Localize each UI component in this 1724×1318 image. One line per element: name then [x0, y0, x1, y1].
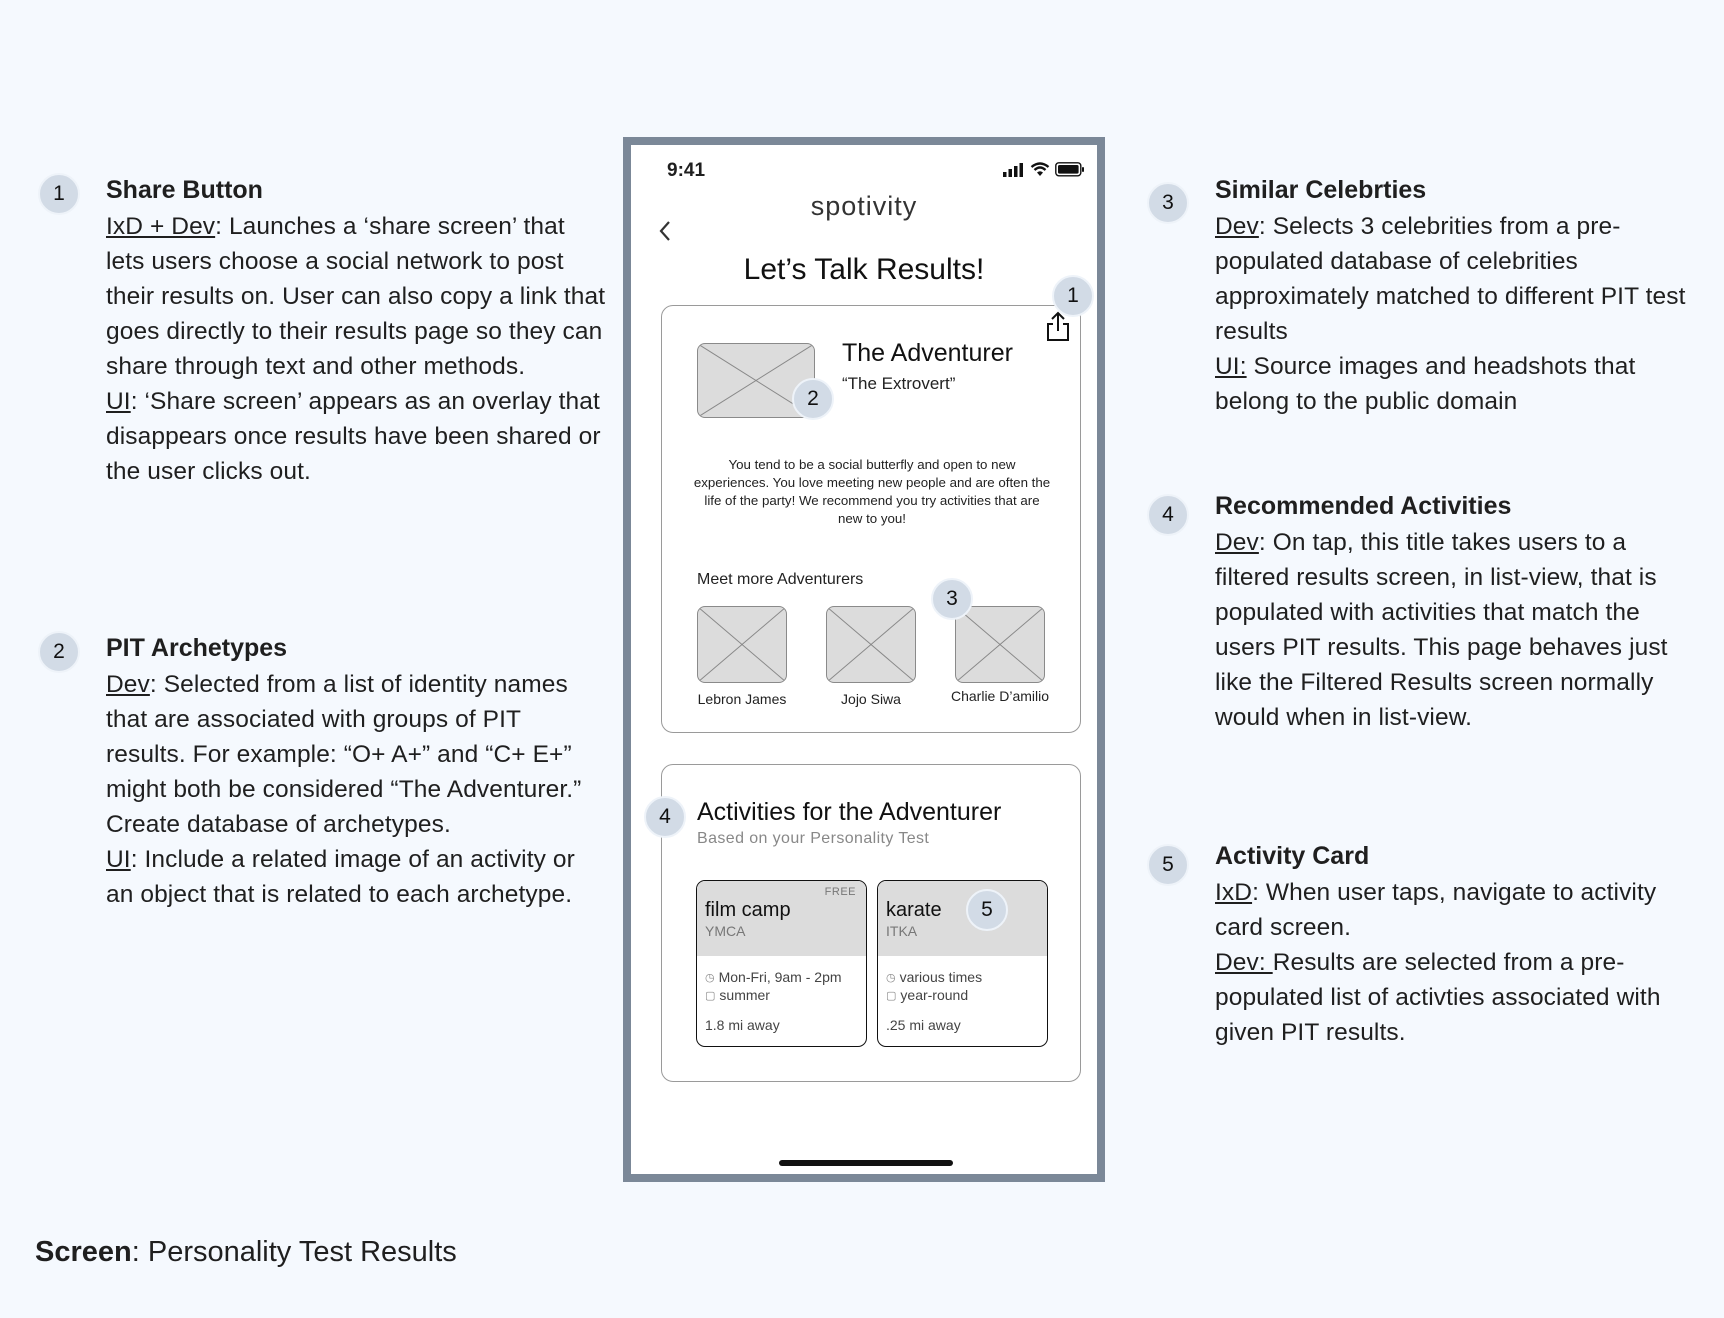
annotation-body: IxD: When user taps, navigate to activity card screen. Dev: Results are selected from a pre-populated list of activties associated with given PIT results. — [1215, 879, 1661, 1046]
archetype-description: You tend to be a social butterfly and open to new experiences. You love meeting new people and are often the life of the party! We recommend you try activities that are new to you! — [693, 457, 1051, 526]
clock-icon: ◷ — [886, 971, 896, 984]
callout-badge: 2 — [792, 378, 834, 420]
annotation-body: Dev: Selected from a list of identity names that are associated with groups of PIT results. For example: “O+ A+” and “C+ E+” might both be considered “The Adventurer.” Create database of archetypes. UI: Include a related image of an activity or an object that is related to each archetype. — [106, 671, 582, 908]
free-badge: FREE — [824, 886, 856, 898]
celebrity-image[interactable] — [826, 606, 916, 683]
status-time: 9:41 — [667, 160, 706, 181]
activities-subtitle: Based on your Personality Test — [697, 830, 930, 847]
calendar-icon: ▢ — [705, 989, 716, 1002]
annotation-title: Recommended Activities — [1215, 492, 1512, 520]
activity-org: YMCA — [705, 923, 746, 939]
callout-badge: 4 — [644, 796, 686, 838]
activities-card — [661, 764, 1081, 1082]
annotation-title: PIT Archetypes — [106, 634, 288, 662]
status-icons — [1003, 162, 1085, 177]
clock-icon: ◷ — [705, 971, 715, 984]
annotation-recommended-activities — [1162, 490, 1705, 735]
annotation-number-badge: 1 — [38, 173, 80, 215]
annotation-body: Dev: On tap, this title takes users to a filtered results screen, in list-view, that is populated with activities that match the users PIT results. This page behaves just like the Filtered Results screen normally would when in list-view. — [1215, 529, 1668, 731]
annotation-number-badge: 5 — [1147, 844, 1189, 886]
activities-title[interactable]: Activities for the Adventurer — [697, 798, 1002, 826]
activity-card[interactable] — [696, 880, 867, 1047]
results-card — [661, 305, 1081, 733]
activity-name: karate — [886, 899, 942, 921]
activity-org: ITKA — [886, 923, 918, 939]
battery-icon — [1055, 162, 1085, 177]
annotation-activity-card — [1162, 840, 1710, 1050]
home-indicator — [779, 1160, 953, 1166]
archetype-subtitle: “The Extrovert” — [842, 374, 956, 393]
signal-icon — [1003, 163, 1025, 177]
activity-name: film camp — [705, 899, 791, 921]
callout-badge: 1 — [1052, 275, 1094, 317]
annotation-number-badge: 4 — [1147, 494, 1189, 536]
activity-time: ◷ various times — [886, 969, 983, 985]
chevron-left-icon — [658, 220, 672, 242]
annotation-number-badge: 2 — [38, 631, 80, 673]
celebrity-name: Jojo Siwa — [841, 691, 901, 707]
annotation-body: IxD + Dev: Launches a ‘share screen’ that lets users choose a social network to post their results on. User can also copy a link that goes directly to their results page so they can share through text and other methods. UI: ‘Share screen’ appears as an overlay that disappears once results have been shared or the user clicks out. — [106, 213, 606, 485]
celebrity-image[interactable] — [955, 606, 1045, 683]
screen-caption: Screen: Personality Test Results — [35, 1236, 457, 1268]
phone-frame — [623, 137, 1105, 1182]
annotation-title: Share Button — [106, 176, 263, 204]
annotation-share-button — [53, 174, 606, 489]
callout-badge: 3 — [931, 578, 973, 620]
annotation-title: Similar Celebrties — [1215, 176, 1427, 204]
annotation-pit-archetypes — [53, 632, 606, 912]
callout-badge: 5 — [966, 889, 1008, 931]
celebrity-image[interactable] — [697, 606, 787, 683]
annotation-body: Dev: Selects 3 celebrities from a pre-populated database of celebrities approximately matched to different PIT test results UI: Source images and headshots that belong to the public domain — [1215, 213, 1686, 415]
page-title: Let’s Talk Results! — [743, 253, 985, 286]
wifi-icon — [1030, 162, 1050, 177]
app-logo: spotivity — [810, 191, 918, 221]
celebrity-name: Charlie D’amilio — [950, 688, 1050, 704]
back-button[interactable] — [658, 217, 672, 249]
activity-distance: 1.8 mi away — [705, 1017, 780, 1033]
annotation-similar-celebrities — [1162, 174, 1705, 419]
activity-distance: .25 mi away — [886, 1017, 961, 1033]
activity-card[interactable] — [877, 880, 1048, 1047]
archetype-name: The Adventurer — [842, 339, 1013, 367]
calendar-icon: ▢ — [886, 989, 897, 1002]
annotation-title: Activity Card — [1215, 842, 1370, 870]
activity-time: ◷ Mon-Fri, 9am - 2pm — [705, 969, 842, 985]
annotation-number-badge: 3 — [1147, 182, 1189, 224]
meet-more-label: Meet more Adventurers — [697, 571, 864, 588]
celebrity-name: Lebron James — [697, 691, 787, 707]
activity-season: ▢ year-round — [886, 987, 969, 1003]
activity-season: ▢ summer — [705, 987, 770, 1003]
